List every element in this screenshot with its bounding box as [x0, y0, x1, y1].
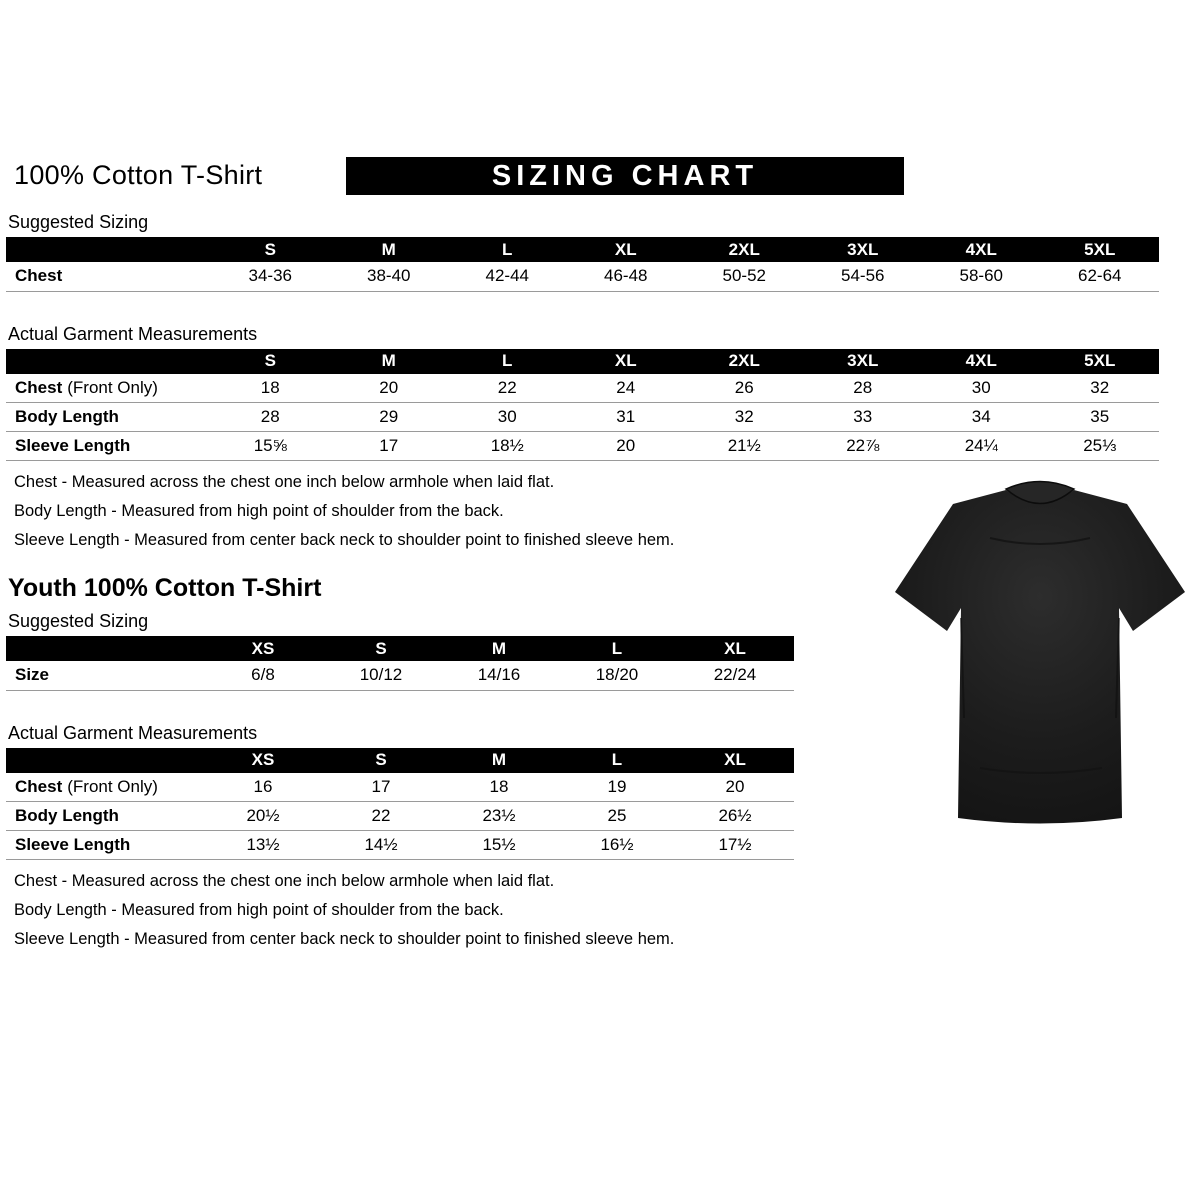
note-body-length: Body Length - Measured from high point of shoulder from the back.	[14, 901, 504, 919]
cell: 35	[1041, 403, 1160, 432]
cell: 24¼	[922, 432, 1041, 461]
col-header: XL	[567, 237, 686, 262]
sizing-chart-banner-text: SIZING CHART	[491, 159, 759, 192]
table-row	[6, 374, 1159, 403]
header-row	[6, 636, 794, 661]
col-header: L	[558, 636, 676, 661]
cell: 14½	[322, 831, 440, 860]
cell: 32	[685, 403, 804, 432]
sizing-chart-banner	[346, 157, 904, 195]
table-row	[6, 773, 794, 802]
col-header: S	[211, 237, 330, 262]
cell: 17	[330, 432, 449, 461]
table-row	[6, 403, 1159, 432]
cell: 17½	[676, 831, 794, 860]
col-header: M	[330, 349, 449, 374]
header-row	[6, 160, 1200, 204]
cell: 28	[211, 403, 330, 432]
col-header: L	[448, 237, 567, 262]
header-row	[6, 237, 1159, 262]
col-header: XS	[204, 748, 322, 773]
cell: 15⅝	[211, 432, 330, 461]
cell: 34-36	[211, 262, 330, 291]
note-chest: Chest - Measured across the chest one inch below armhole when laid flat.	[14, 872, 555, 890]
col-header: S	[322, 748, 440, 773]
cell: 30	[922, 374, 1041, 403]
adult-suggested-sizing-label: Suggested Sizing	[8, 212, 149, 232]
col-header: 3XL	[804, 349, 923, 374]
youth-measurement-notes	[14, 872, 1200, 949]
cell: 62-64	[1041, 262, 1160, 291]
note-chest: Chest - Measured across the chest one inch below armhole when laid flat.	[14, 473, 555, 491]
header-row	[6, 748, 794, 773]
col-header: 5XL	[1041, 237, 1160, 262]
col-header: M	[440, 636, 558, 661]
cell: 25	[558, 802, 676, 831]
youth-actual-measurements-label: Actual Garment Measurements	[8, 722, 258, 743]
note-sleeve-length: Sleeve Length - Measured from center back neck to shoulder point to finished sleeve hem.	[14, 930, 675, 948]
cell: 20	[676, 773, 794, 802]
table-row	[6, 262, 1159, 291]
note-sleeve-length: Sleeve Length - Measured from center back neck to shoulder point to finished sleeve hem.	[14, 531, 675, 549]
cell: 14/16	[440, 661, 558, 690]
cell: 22⅞	[804, 432, 923, 461]
col-header: S	[322, 636, 440, 661]
row-label-text: Chest	[15, 377, 63, 397]
row-label-text: Chest	[15, 776, 63, 796]
cell: 54-56	[804, 262, 923, 291]
cell: 28	[804, 374, 923, 403]
youth-suggested-sizing-label: Suggested Sizing	[8, 611, 149, 631]
col-header	[6, 349, 211, 374]
cell: 6/8	[204, 661, 322, 690]
cell: 38-40	[330, 262, 449, 291]
col-header	[6, 636, 204, 661]
cell: 46-48	[567, 262, 686, 291]
adult-actual-measurements-table	[6, 349, 1159, 462]
col-header: 2XL	[685, 237, 804, 262]
adult-actual-measurements-label: Actual Garment Measurements	[8, 323, 258, 344]
row-label: Body Length	[6, 403, 211, 432]
row-label: Sleeve Length	[6, 432, 211, 461]
cell: 18/20	[558, 661, 676, 690]
col-header: 5XL	[1041, 349, 1160, 374]
col-header: L	[448, 349, 567, 374]
row-label	[6, 374, 211, 403]
cell: 26½	[676, 802, 794, 831]
cell: 16	[204, 773, 322, 802]
cell: 42-44	[448, 262, 567, 291]
col-header: 2XL	[685, 349, 804, 374]
cell: 13½	[204, 831, 322, 860]
col-header: XL	[676, 636, 794, 661]
cell: 18½	[448, 432, 567, 461]
cell: 18	[440, 773, 558, 802]
cell: 10/12	[322, 661, 440, 690]
cell: 20½	[204, 802, 322, 831]
cell: 25⅓	[1041, 432, 1160, 461]
black-tshirt-graphic	[890, 468, 1190, 838]
cell: 31	[567, 403, 686, 432]
cell: 22	[322, 802, 440, 831]
cell: 34	[922, 403, 1041, 432]
cell: 23½	[440, 802, 558, 831]
cell: 30	[448, 403, 567, 432]
cell: 20	[330, 374, 449, 403]
table-row	[6, 432, 1159, 461]
col-header: L	[558, 748, 676, 773]
adult-suggested-sizing-table	[6, 237, 1159, 292]
youth-actual-measurements-table	[6, 748, 794, 861]
row-label	[6, 773, 204, 802]
table-row	[6, 802, 794, 831]
cell: 16½	[558, 831, 676, 860]
row-label: Chest	[6, 262, 211, 291]
header-row	[6, 349, 1159, 374]
col-header: S	[211, 349, 330, 374]
cell: 58-60	[922, 262, 1041, 291]
cell: 32	[1041, 374, 1160, 403]
youth-suggested-sizing-table	[6, 636, 794, 691]
cell: 21½	[685, 432, 804, 461]
tshirt-product-image	[890, 468, 1190, 838]
col-header	[6, 748, 204, 773]
col-header: XL	[567, 349, 686, 374]
col-header: 4XL	[922, 349, 1041, 374]
cell: 22	[448, 374, 567, 403]
cell: 17	[322, 773, 440, 802]
cell: 29	[330, 403, 449, 432]
youth-section-title: Youth 100% Cotton T-Shirt	[8, 574, 322, 602]
col-header: M	[440, 748, 558, 773]
row-label: Size	[6, 661, 204, 690]
table-row	[6, 661, 794, 690]
table-row	[6, 831, 794, 860]
col-header: XL	[676, 748, 794, 773]
cell: 15½	[440, 831, 558, 860]
page-title: 100% Cotton T-Shirt	[14, 160, 263, 190]
col-header: 4XL	[922, 237, 1041, 262]
cell: 18	[211, 374, 330, 403]
cell: 50-52	[685, 262, 804, 291]
cell: 19	[558, 773, 676, 802]
col-header: 3XL	[804, 237, 923, 262]
col-header: XS	[204, 636, 322, 661]
row-label: Body Length	[6, 802, 204, 831]
cell: 24	[567, 374, 686, 403]
cell: 22/24	[676, 661, 794, 690]
row-label-suffix: (Front Only)	[67, 377, 158, 397]
cell: 33	[804, 403, 923, 432]
note-body-length: Body Length - Measured from high point of shoulder from the back.	[14, 502, 504, 520]
cell: 26	[685, 374, 804, 403]
row-label-suffix: (Front Only)	[67, 776, 158, 796]
col-header: M	[330, 237, 449, 262]
row-label: Sleeve Length	[6, 831, 204, 860]
cell: 20	[567, 432, 686, 461]
col-header	[6, 237, 211, 262]
